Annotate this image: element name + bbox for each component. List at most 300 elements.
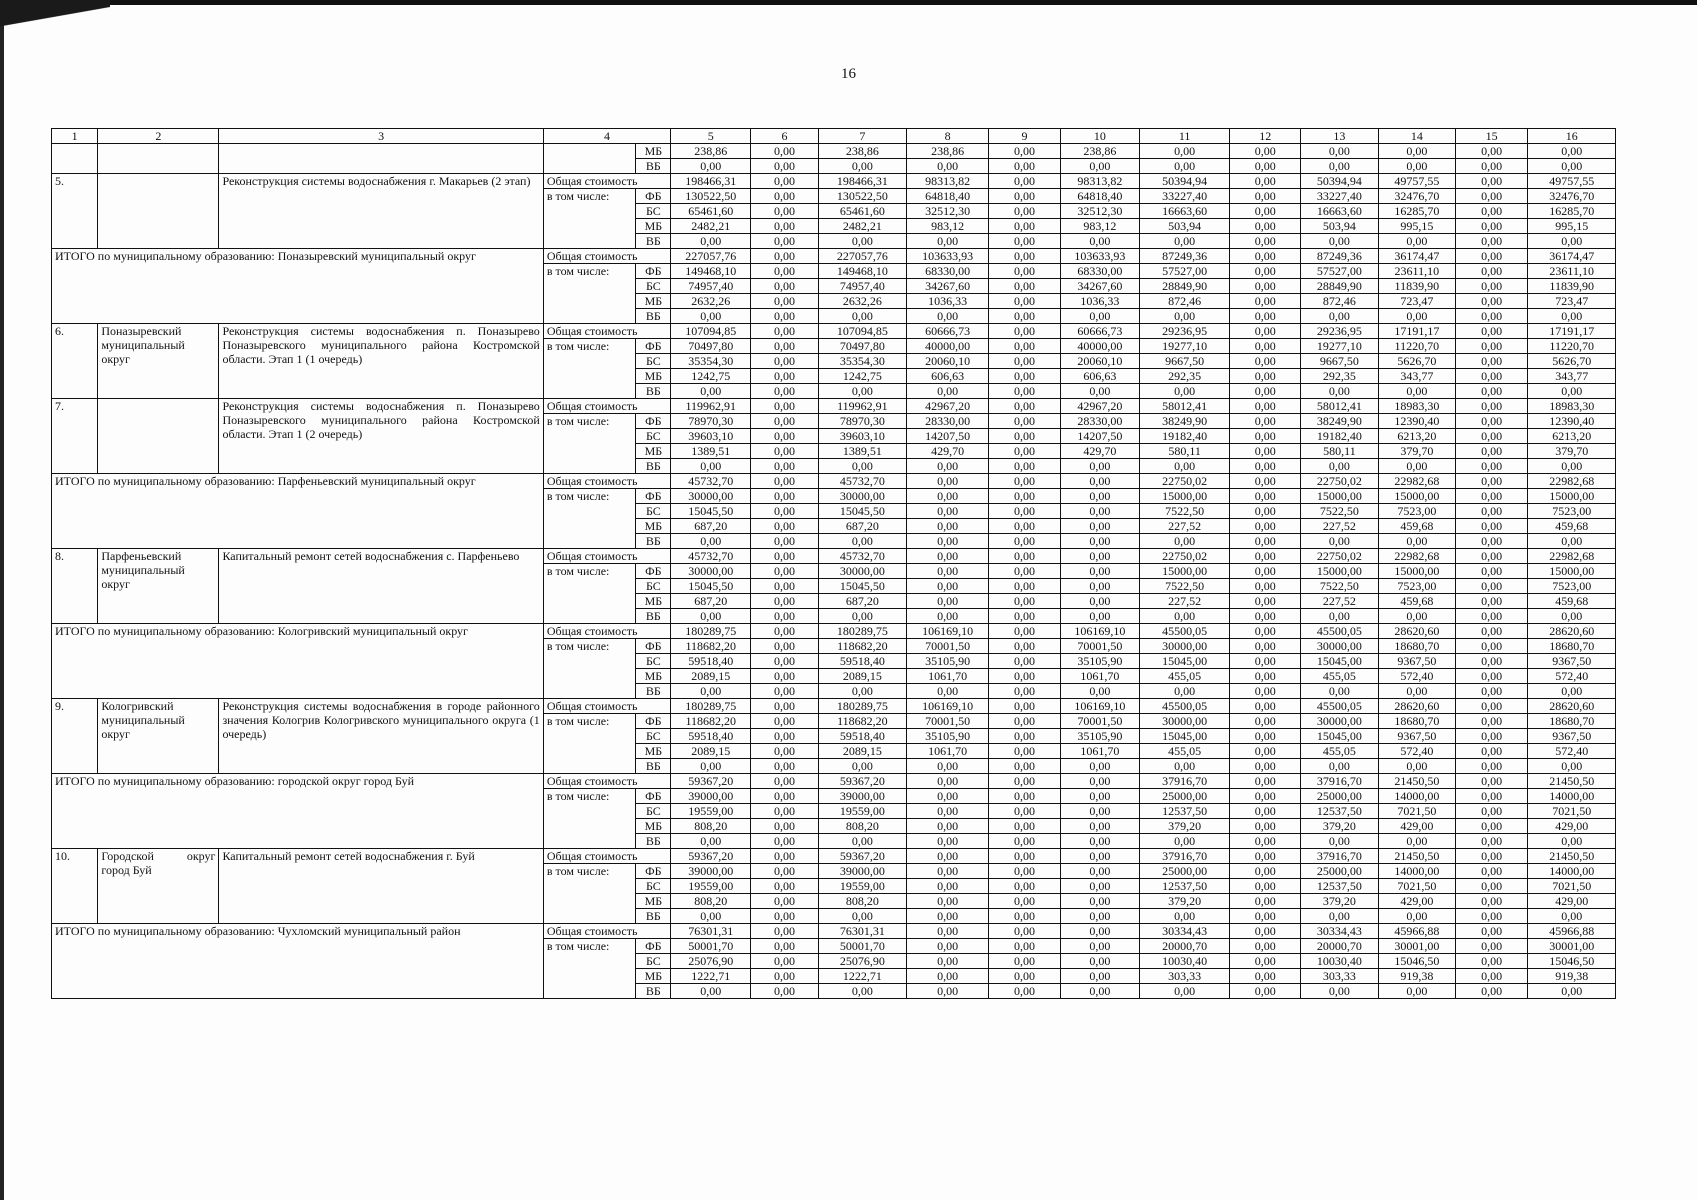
value-cell: 0,00 — [1230, 849, 1301, 864]
value-cell: 70497,80 — [818, 339, 906, 354]
value-cell: 303,33 — [1300, 969, 1378, 984]
value-cell: 0,00 — [751, 774, 818, 789]
value-cell: 0,00 — [751, 444, 818, 459]
value-cell: 0,00 — [1060, 894, 1139, 909]
value-cell: 0,00 — [751, 159, 818, 174]
value-cell: 0,00 — [1060, 819, 1139, 834]
value-cell: 0,00 — [1378, 759, 1455, 774]
value-cell: 227057,76 — [818, 249, 906, 264]
value-cell: 50394,94 — [1300, 174, 1378, 189]
value-cell: 0,00 — [989, 729, 1061, 744]
value-cell: 687,20 — [818, 519, 906, 534]
value-cell: 0,00 — [1060, 234, 1139, 249]
value-cell: 1389,51 — [818, 444, 906, 459]
value-cell: 0,00 — [989, 879, 1061, 894]
value-cell: 0,00 — [751, 489, 818, 504]
value-cell: 1242,75 — [671, 369, 751, 384]
value-cell: 0,00 — [1139, 309, 1230, 324]
value-cell: 0,00 — [1060, 549, 1139, 564]
value-cell: 503,94 — [1300, 219, 1378, 234]
value-cell: 983,12 — [907, 219, 989, 234]
value-cell: 59367,20 — [818, 774, 906, 789]
value-cell: 0,00 — [1455, 144, 1528, 159]
value-cell: 0,00 — [1230, 339, 1301, 354]
value-cell: 19559,00 — [671, 804, 751, 819]
value-cell: 0,00 — [818, 984, 906, 999]
value-cell: 292,35 — [1300, 369, 1378, 384]
value-cell: 74957,40 — [818, 279, 906, 294]
value-cell: 15045,50 — [671, 504, 751, 519]
value-cell: 39000,00 — [671, 789, 751, 804]
budget-type-cell: БС — [636, 879, 671, 894]
value-cell: 45500,05 — [1139, 624, 1230, 639]
value-cell: 22750,02 — [1139, 474, 1230, 489]
value-cell: 0,00 — [1455, 609, 1528, 624]
value-cell: 0,00 — [1230, 909, 1301, 924]
budget-type-cell: ВБ — [636, 234, 671, 249]
value-cell: 0,00 — [671, 909, 751, 924]
value-cell: 5626,70 — [1528, 354, 1616, 369]
value-cell: 0,00 — [1455, 219, 1528, 234]
value-cell: 7523,00 — [1528, 579, 1616, 594]
value-cell: 0,00 — [907, 159, 989, 174]
value-cell: 0,00 — [989, 594, 1061, 609]
value-cell: 0,00 — [1455, 174, 1528, 189]
value-cell: 0,00 — [989, 819, 1061, 834]
scan-edge-left — [0, 0, 4, 1200]
value-cell: 0,00 — [1300, 384, 1378, 399]
value-cell: 0,00 — [1060, 789, 1139, 804]
value-cell: 40000,00 — [907, 339, 989, 354]
including-label: в том числе: — [543, 339, 636, 399]
value-cell: 0,00 — [989, 234, 1061, 249]
value-cell: 6213,20 — [1528, 429, 1616, 444]
value-cell: 0,00 — [1378, 234, 1455, 249]
value-cell: 0,00 — [989, 984, 1061, 999]
value-cell: 379,20 — [1300, 894, 1378, 909]
value-cell: 106169,10 — [1060, 699, 1139, 714]
value-cell: 0,00 — [989, 474, 1061, 489]
value-cell: 2089,15 — [818, 669, 906, 684]
value-cell: 0,00 — [907, 759, 989, 774]
value-cell: 0,00 — [818, 834, 906, 849]
total-row — [52, 624, 1616, 639]
budget-type-cell: ФБ — [636, 714, 671, 729]
value-cell: 0,00 — [751, 384, 818, 399]
value-cell: 429,00 — [1528, 819, 1616, 834]
value-cell: 0,00 — [1060, 939, 1139, 954]
value-cell: 16285,70 — [1528, 204, 1616, 219]
value-cell: 60666,73 — [907, 324, 989, 339]
value-cell: 7021,50 — [1378, 804, 1455, 819]
table-row — [52, 849, 1616, 864]
value-cell: 25000,00 — [1300, 789, 1378, 804]
value-cell: 15045,00 — [1300, 729, 1378, 744]
value-cell: 2089,15 — [818, 744, 906, 759]
value-cell: 0,00 — [751, 729, 818, 744]
value-cell: 0,00 — [751, 594, 818, 609]
value-cell: 0,00 — [989, 684, 1061, 699]
budget-type-cell: МБ — [636, 444, 671, 459]
value-cell: 0,00 — [1300, 459, 1378, 474]
value-cell: 0,00 — [751, 909, 818, 924]
budget-type-cell: МБ — [636, 669, 671, 684]
total-cost-label: Общая стоимость — [543, 474, 670, 489]
value-cell: 45732,70 — [671, 474, 751, 489]
value-cell: 7522,50 — [1300, 579, 1378, 594]
value-cell: 0,00 — [907, 459, 989, 474]
value-cell: 0,00 — [1230, 639, 1301, 654]
value-cell: 9367,50 — [1378, 654, 1455, 669]
value-cell: 2089,15 — [671, 744, 751, 759]
value-cell: 227,52 — [1139, 519, 1230, 534]
budget-type-cell: ФБ — [636, 414, 671, 429]
value-cell: 995,15 — [1528, 219, 1616, 234]
value-cell: 15000,00 — [1378, 489, 1455, 504]
value-cell: 0,00 — [989, 219, 1061, 234]
value-cell: 1036,33 — [907, 294, 989, 309]
value-cell: 919,38 — [1528, 969, 1616, 984]
value-cell: 0,00 — [1139, 384, 1230, 399]
including-label: в том числе: — [543, 714, 636, 774]
value-cell: 50001,70 — [818, 939, 906, 954]
value-cell: 919,38 — [1378, 969, 1455, 984]
value-cell: 22750,02 — [1139, 549, 1230, 564]
value-cell: 0,00 — [1230, 954, 1301, 969]
value-cell: 29236,95 — [1300, 324, 1378, 339]
value-cell: 0,00 — [1230, 879, 1301, 894]
value-cell: 0,00 — [907, 579, 989, 594]
value-cell: 379,70 — [1378, 444, 1455, 459]
value-cell: 2632,26 — [818, 294, 906, 309]
value-cell: 606,63 — [1060, 369, 1139, 384]
value-cell: 0,00 — [989, 534, 1061, 549]
budget-type-cell: ВБ — [636, 459, 671, 474]
value-cell: 0,00 — [1455, 264, 1528, 279]
value-cell: 0,00 — [1455, 549, 1528, 564]
value-cell: 0,00 — [751, 504, 818, 519]
header-cell: 6 — [751, 129, 818, 144]
value-cell: 14000,00 — [1528, 864, 1616, 879]
table-row — [52, 144, 1616, 159]
value-cell: 572,40 — [1528, 744, 1616, 759]
value-cell: 0,00 — [671, 759, 751, 774]
value-cell: 0,00 — [818, 684, 906, 699]
value-cell: 0,00 — [1230, 264, 1301, 279]
value-cell: 0,00 — [1060, 564, 1139, 579]
value-cell: 459,68 — [1528, 519, 1616, 534]
value-cell: 28330,00 — [907, 414, 989, 429]
value-cell: 0,00 — [1060, 519, 1139, 534]
total-title: ИТОГО по муниципальному образованию: Поназыревский муниципальный округ — [52, 249, 544, 324]
budget-type-cell: ФБ — [636, 564, 671, 579]
including-label: в том числе: — [543, 489, 636, 549]
budget-type-cell: БС — [636, 504, 671, 519]
value-cell: 37916,70 — [1300, 774, 1378, 789]
value-cell: 808,20 — [818, 894, 906, 909]
value-cell: 0,00 — [1060, 384, 1139, 399]
value-cell: 30001,00 — [1528, 939, 1616, 954]
value-cell: 107094,85 — [818, 324, 906, 339]
table-row — [52, 549, 1616, 564]
value-cell: 0,00 — [1230, 174, 1301, 189]
value-cell: 45966,88 — [1528, 924, 1616, 939]
value-cell: 39000,00 — [818, 789, 906, 804]
value-cell: 30000,00 — [671, 564, 751, 579]
value-cell: 0,00 — [751, 654, 818, 669]
value-cell: 1242,75 — [818, 369, 906, 384]
value-cell: 76301,31 — [818, 924, 906, 939]
header-cell: 11 — [1139, 129, 1230, 144]
budget-type-cell: МБ — [636, 294, 671, 309]
budget-type-cell: БС — [636, 279, 671, 294]
value-cell: 16663,60 — [1300, 204, 1378, 219]
budget-type-cell: ВБ — [636, 759, 671, 774]
value-cell: 87249,36 — [1300, 249, 1378, 264]
value-cell: 0,00 — [751, 984, 818, 999]
value-cell: 0,00 — [671, 384, 751, 399]
value-cell: 0,00 — [1230, 804, 1301, 819]
value-cell: 0,00 — [1455, 669, 1528, 684]
value-cell: 0,00 — [1230, 234, 1301, 249]
value-cell: 0,00 — [1230, 474, 1301, 489]
value-cell: 0,00 — [751, 474, 818, 489]
value-cell: 455,05 — [1139, 744, 1230, 759]
budget-type-cell: МБ — [636, 819, 671, 834]
value-cell: 0,00 — [751, 369, 818, 384]
value-cell: 0,00 — [1455, 894, 1528, 909]
value-cell: 0,00 — [1230, 249, 1301, 264]
value-cell: 7523,00 — [1528, 504, 1616, 519]
value-cell: 15046,50 — [1378, 954, 1455, 969]
value-cell: 238,86 — [671, 144, 751, 159]
value-cell: 0,00 — [989, 954, 1061, 969]
value-cell: 0,00 — [1528, 234, 1616, 249]
value-cell: 459,68 — [1528, 594, 1616, 609]
value-cell: 23611,10 — [1378, 264, 1455, 279]
value-cell: 343,77 — [1378, 369, 1455, 384]
value-cell: 0,00 — [1528, 534, 1616, 549]
value-cell: 995,15 — [1378, 219, 1455, 234]
value-cell: 0,00 — [1528, 159, 1616, 174]
value-cell: 0,00 — [751, 894, 818, 909]
value-cell: 0,00 — [989, 279, 1061, 294]
value-cell: 12390,40 — [1378, 414, 1455, 429]
budget-type-cell: БС — [636, 354, 671, 369]
cont-name-cell — [219, 144, 543, 174]
budget-type-cell: ВБ — [636, 159, 671, 174]
budget-type-cell: ФБ — [636, 864, 671, 879]
value-cell: 0,00 — [1230, 834, 1301, 849]
budget-type-cell: МБ — [636, 894, 671, 909]
value-cell: 0,00 — [751, 699, 818, 714]
total-cost-label: Общая стоимость — [543, 249, 670, 264]
value-cell: 0,00 — [907, 909, 989, 924]
value-cell: 0,00 — [1060, 924, 1139, 939]
total-row — [52, 774, 1616, 789]
value-cell: 0,00 — [1455, 849, 1528, 864]
value-cell: 22750,02 — [1300, 549, 1378, 564]
value-cell: 0,00 — [1455, 774, 1528, 789]
value-cell: 0,00 — [751, 924, 818, 939]
header-cell: 15 — [1455, 129, 1528, 144]
value-cell: 0,00 — [989, 939, 1061, 954]
value-cell: 57527,00 — [1300, 264, 1378, 279]
value-cell: 0,00 — [1455, 384, 1528, 399]
value-cell: 0,00 — [907, 234, 989, 249]
budget-type-cell: БС — [636, 954, 671, 969]
value-cell: 0,00 — [751, 324, 818, 339]
value-cell: 0,00 — [1060, 879, 1139, 894]
value-cell: 0,00 — [1300, 609, 1378, 624]
value-cell: 238,86 — [818, 144, 906, 159]
value-cell: 0,00 — [1230, 534, 1301, 549]
value-cell: 6213,20 — [1378, 429, 1455, 444]
value-cell: 0,00 — [818, 159, 906, 174]
value-cell: 9367,50 — [1378, 729, 1455, 744]
value-cell: 0,00 — [1455, 309, 1528, 324]
value-cell: 0,00 — [1378, 909, 1455, 924]
value-cell: 0,00 — [989, 624, 1061, 639]
value-cell: 2089,15 — [671, 669, 751, 684]
value-cell: 35105,90 — [1060, 654, 1139, 669]
value-cell: 872,46 — [1139, 294, 1230, 309]
value-cell: 12537,50 — [1139, 804, 1230, 819]
value-cell: 0,00 — [1455, 444, 1528, 459]
value-cell: 0,00 — [751, 399, 818, 414]
value-cell: 0,00 — [751, 204, 818, 219]
value-cell: 0,00 — [1455, 474, 1528, 489]
page-number: 16 — [841, 66, 856, 82]
value-cell: 15046,50 — [1528, 954, 1616, 969]
value-cell: 0,00 — [671, 534, 751, 549]
value-cell: 0,00 — [1300, 144, 1378, 159]
value-cell: 0,00 — [1230, 309, 1301, 324]
value-cell: 0,00 — [1139, 144, 1230, 159]
funding-table — [51, 128, 1616, 999]
value-cell: 0,00 — [1139, 459, 1230, 474]
value-cell: 0,00 — [1139, 234, 1230, 249]
including-label: в том числе: — [543, 864, 636, 924]
value-cell: 20060,10 — [907, 354, 989, 369]
value-cell: 0,00 — [1230, 864, 1301, 879]
value-cell: 0,00 — [751, 579, 818, 594]
value-cell: 12537,50 — [1300, 879, 1378, 894]
value-cell: 103633,93 — [1060, 249, 1139, 264]
value-cell: 149468,10 — [818, 264, 906, 279]
value-cell: 45500,05 — [1300, 699, 1378, 714]
value-cell: 68330,00 — [1060, 264, 1139, 279]
value-cell: 57527,00 — [1139, 264, 1230, 279]
value-cell: 45732,70 — [671, 549, 751, 564]
value-cell: 0,00 — [1528, 909, 1616, 924]
value-cell: 0,00 — [1528, 684, 1616, 699]
value-cell: 0,00 — [751, 939, 818, 954]
including-label: в том числе: — [543, 789, 636, 849]
value-cell: 50394,94 — [1139, 174, 1230, 189]
value-cell: 42967,20 — [907, 399, 989, 414]
value-cell: 59367,20 — [671, 774, 751, 789]
value-cell: 0,00 — [1060, 954, 1139, 969]
value-cell: 19277,10 — [1139, 339, 1230, 354]
value-cell: 0,00 — [1300, 909, 1378, 924]
value-cell: 0,00 — [751, 219, 818, 234]
value-cell: 33227,40 — [1300, 189, 1378, 204]
cont-num-cell — [52, 144, 98, 174]
value-cell: 0,00 — [1060, 579, 1139, 594]
value-cell: 0,00 — [1455, 534, 1528, 549]
value-cell: 19559,00 — [818, 879, 906, 894]
total-title: ИТОГО по муниципальному образованию: городской округ город Буй — [52, 774, 544, 849]
value-cell: 0,00 — [907, 864, 989, 879]
value-cell: 0,00 — [907, 879, 989, 894]
value-cell: 0,00 — [1455, 729, 1528, 744]
value-cell: 0,00 — [1455, 204, 1528, 219]
project-name: Капитальный ремонт сетей водоснабжения с. Парфеньево — [219, 549, 543, 624]
value-cell: 11220,70 — [1528, 339, 1616, 354]
project-name: Реконструкция системы водоснабжения г. Макарьев (2 этап) — [219, 174, 543, 249]
value-cell: 0,00 — [1528, 459, 1616, 474]
value-cell: 0,00 — [751, 639, 818, 654]
value-cell: 12390,40 — [1528, 414, 1616, 429]
value-cell: 0,00 — [989, 789, 1061, 804]
value-cell: 0,00 — [751, 564, 818, 579]
value-cell: 0,00 — [751, 309, 818, 324]
value-cell: 687,20 — [818, 594, 906, 609]
value-cell: 34267,60 — [907, 279, 989, 294]
value-cell: 0,00 — [989, 744, 1061, 759]
value-cell: 59518,40 — [818, 729, 906, 744]
value-cell: 7522,50 — [1300, 504, 1378, 519]
value-cell: 0,00 — [1378, 144, 1455, 159]
value-cell: 572,40 — [1378, 669, 1455, 684]
total-cost-label: Общая стоимость — [543, 324, 670, 339]
budget-type-cell: БС — [636, 654, 671, 669]
value-cell: 1061,70 — [907, 744, 989, 759]
value-cell: 0,00 — [1378, 984, 1455, 999]
value-cell: 30000,00 — [818, 489, 906, 504]
value-cell: 130522,50 — [671, 189, 751, 204]
value-cell: 180289,75 — [818, 624, 906, 639]
value-cell: 50001,70 — [671, 939, 751, 954]
value-cell: 0,00 — [907, 384, 989, 399]
value-cell: 0,00 — [751, 759, 818, 774]
value-cell: 0,00 — [1455, 909, 1528, 924]
value-cell: 0,00 — [1060, 759, 1139, 774]
value-cell: 0,00 — [989, 369, 1061, 384]
value-cell: 0,00 — [989, 969, 1061, 984]
value-cell: 292,35 — [1139, 369, 1230, 384]
value-cell: 0,00 — [989, 294, 1061, 309]
value-cell: 0,00 — [1230, 669, 1301, 684]
value-cell: 35354,30 — [671, 354, 751, 369]
value-cell: 64818,40 — [1060, 189, 1139, 204]
value-cell: 0,00 — [989, 144, 1061, 159]
value-cell: 36174,47 — [1528, 249, 1616, 264]
value-cell: 0,00 — [1230, 294, 1301, 309]
value-cell: 7021,50 — [1528, 804, 1616, 819]
value-cell: 687,20 — [671, 519, 751, 534]
value-cell: 0,00 — [989, 849, 1061, 864]
budget-type-cell: ВБ — [636, 534, 671, 549]
value-cell: 459,68 — [1378, 594, 1455, 609]
value-cell: 0,00 — [1230, 354, 1301, 369]
value-cell: 15045,00 — [1300, 654, 1378, 669]
value-cell: 0,00 — [751, 819, 818, 834]
value-cell: 0,00 — [989, 354, 1061, 369]
value-cell: 30000,00 — [1139, 714, 1230, 729]
table-row — [52, 699, 1616, 714]
